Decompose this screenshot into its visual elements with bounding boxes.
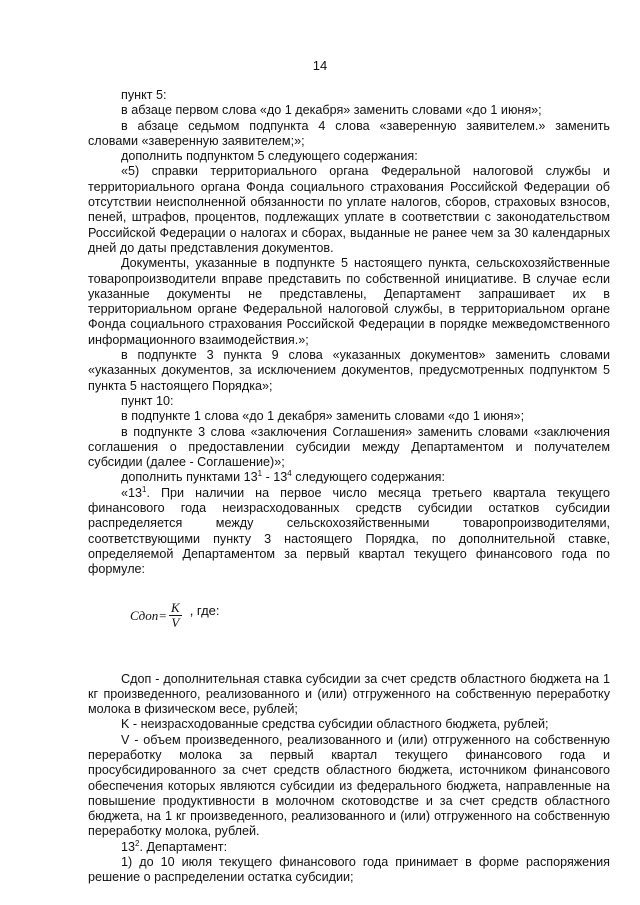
definition: K - неизрасходованные средства субсидии областного бюджета, рублей;: [121, 717, 549, 732]
text-fragment: следующего содержания:: [291, 470, 445, 485]
page-number: 14: [312, 58, 328, 73]
formula-tail: , где:: [189, 602, 220, 618]
text-fragment: . При наличии на первое число месяца третьего квартала текущего финансового года неизрасходованных средств субсидии остатков субсидии распределяется между сельскохозяйственными товаропроизводителями, соответствующими пункту 3 настоящего Порядка, по дополнительной ставке, определяемой Департаментом за первый квартал текущего финансового года по формуле:: [88, 485, 610, 577]
text-fragment: - 13: [262, 470, 288, 485]
paragraph: пункт 10:: [121, 393, 174, 408]
paragraph: в абзаце первом слова «до 1 декабря» заменить словами «до 1 июня»;: [121, 103, 542, 118]
paragraph: Документы, указанные в подпункте 5 настоящего пункта, сельскохозяйственные товаропроизводители вправе представить по собственной инициативе. В случае если указанные документы не представлены, Департамент запрашивает их в территориальном органе Федеральной налоговой службы, в территориальном органе Фонда социального страхования Российской Федерации в порядке межведомственного информационного взаимодействия.»;: [88, 256, 610, 347]
paragraph: пункт 5:: [121, 88, 167, 102]
superscript: 2: [135, 838, 140, 848]
paragraph: в подпункте 1 слова «до 1 декабря» заменить словами «до 1 июня»;: [121, 409, 525, 424]
definition: Cдоп - дополнительная ставка субсидии за счет средств областного бюджета на 1 кг произведенного, реализованного и (или) отгруженного на собственную переработку молока в физическом весе, рублей;: [88, 671, 610, 717]
text-fragment: «13: [121, 485, 143, 500]
paragraph: в подпункте 3 пункта 9 слова «указанных документов» заменить словами «указанных документов, за исключением документов, предусмотренных подпунктом 5 пункта 5 настоящего Порядка»;: [88, 348, 610, 393]
paragraph: в абзаце седьмом подпункта 4 слова «заверенную заявителем.» заменить словами «заверенную заявителем;»;: [88, 118, 610, 148]
formula: [130, 596, 610, 636]
paragraph: 1) до 10 июля текущего финансового года принимает в форме распоряжения решение о распределении остатка субсидии;: [88, 855, 610, 885]
paragraph: «5) справки территориального органа Федеральной налоговой службы и территориального органа Фонда социального страхования Российской Федерации об отсутствии неисполненной обязанности по уплате налогов, сборов, страховых взносов, пеней, штрафов, процентов, подлежащих уплате в соответствии с законодательством Российской Федерации о налогах и сборах, выданные не ранее чем за 30 календарных дней до даты представления документов.: [88, 164, 610, 255]
spacer: [88, 636, 610, 672]
superscript: 4: [287, 469, 292, 479]
paragraph: дополнить подпунктом 5 следующего содержания:: [121, 149, 418, 164]
definition: V - объем произведенного, реализованного и (или) отгруженного на собственную переработку молока за первый квартал текущего финансового года и просубсидированного за счет средств областного бюджета, источником финансового обеспечения которых являются субсидии из федерального бюджета, направленные на повышение продуктивности в молочном скотоводстве и за счет средств областного бюджета, на 1 кг произведенного, реализованного и (или) отгруженного на собственную переработку молока, рублей.: [88, 732, 610, 839]
superscript: 1: [142, 484, 147, 494]
text-fragment: 13: [121, 839, 136, 854]
paragraph-13-intro: [88, 470, 610, 485]
text-fragment: дополнить пунктами 13: [121, 470, 258, 485]
formula-fraction: [169, 601, 182, 630]
superscript: 1: [257, 469, 263, 479]
document-body: [88, 88, 610, 886]
text-fragment: . Департамент:: [139, 839, 228, 854]
paragraph: в подпункте 3 слова «заключения Соглашения» заменить словами «заключения соглашения о предоставлении субсидии между Департаментом и получателем субсидии (далее - Соглашение)»;: [88, 424, 610, 470]
paragraph-13-2: [88, 840, 610, 855]
formula-numerator: K: [171, 600, 180, 615]
formula-denominator: V: [171, 615, 180, 630]
formula-lhs: Cдоп=: [130, 607, 168, 623]
paragraph-13-1: [88, 486, 610, 578]
